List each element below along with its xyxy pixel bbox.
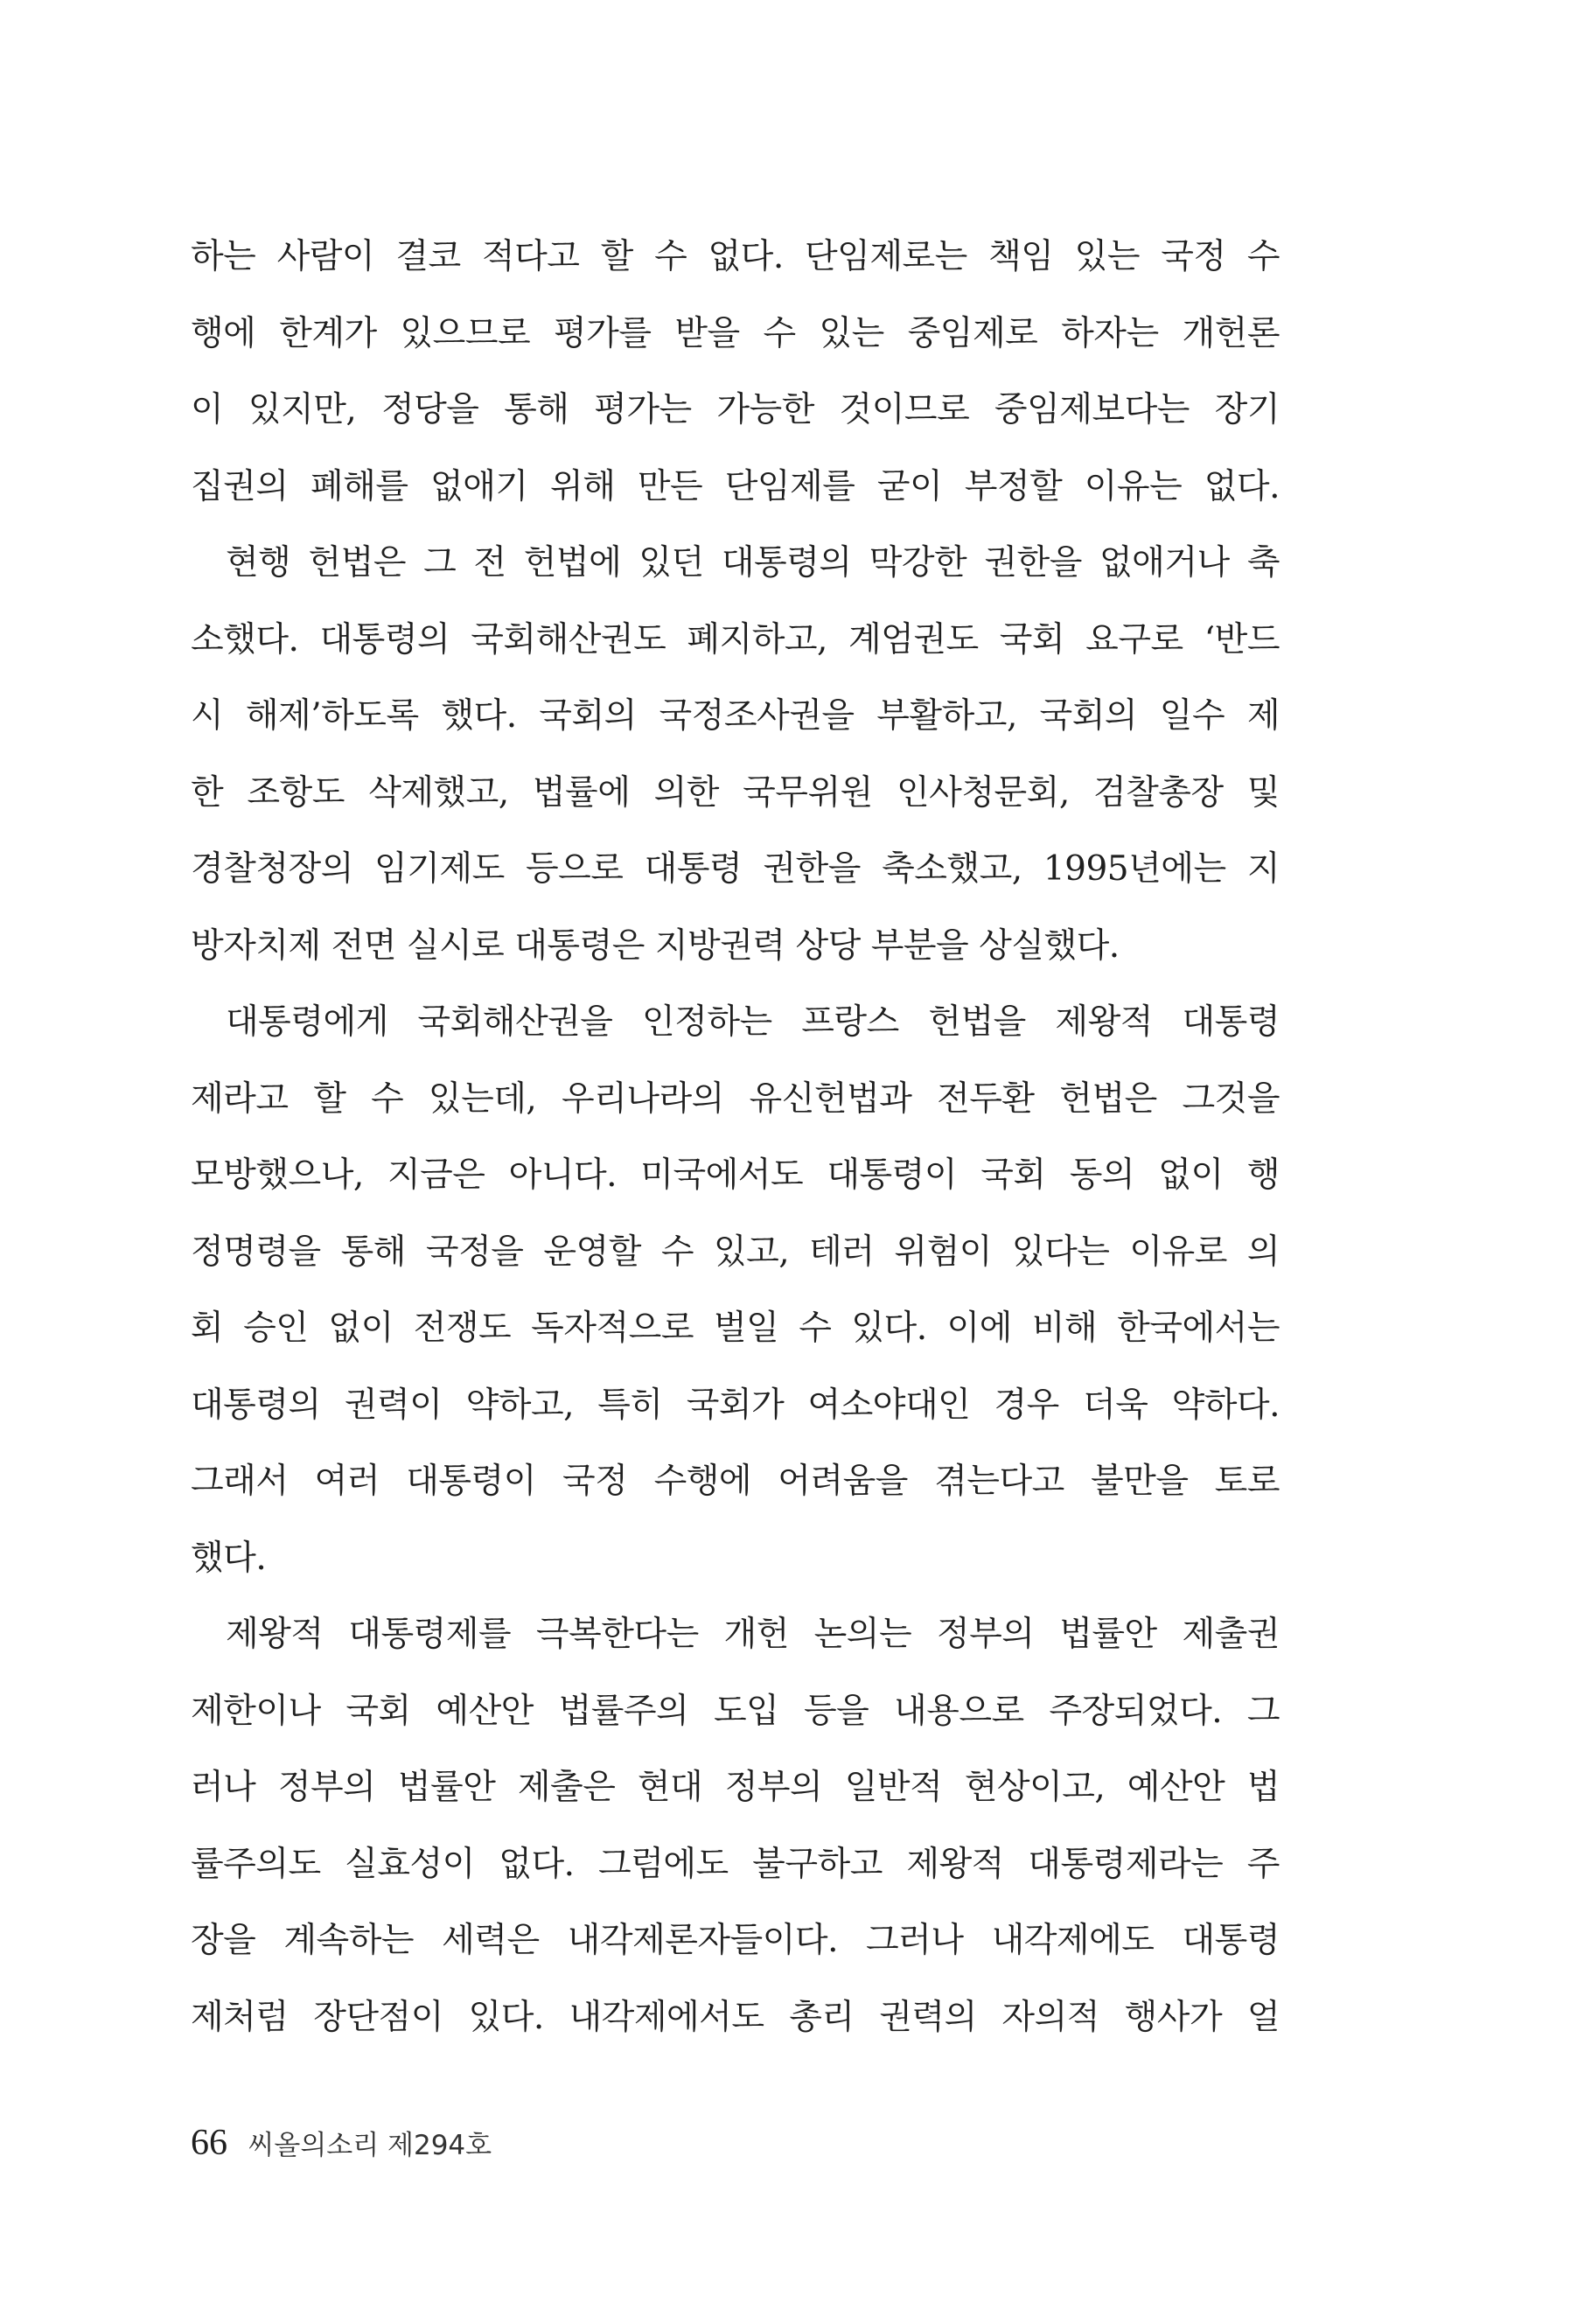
text-line: 모방했으나, 지금은 아니다. 미국에서도 대통령이 국회 동의 없이 행: [191, 1155, 1280, 1195]
text-line: 제처럼 장단점이 있다. 내각제에서도 총리 권력의 자의적 행사가 얼: [191, 1997, 1280, 2037]
page-footer: [191, 2121, 492, 2167]
text-line: 러나 정부의 법률안 제출은 현대 정부의 일반적 현상이고, 예산안 법: [191, 1768, 1280, 1807]
text-line: 제라고 할 수 있는데, 우리나라의 유신헌법과 전두환 헌법은 그것을: [191, 1078, 1280, 1119]
text-line: 대통령의 권력이 약하고, 특히 국회가 여소야대인 경우 더욱 약하다.: [191, 1385, 1280, 1425]
text-line: 경찰청장의 임기제도 등으로 대통령 권한을 축소했고, 1995년에는 지: [191, 849, 1280, 889]
paragraph-2: [191, 525, 1280, 984]
text-line: 그래서 여러 대통령이 국정 수행에 어려움을 겪는다고 불만을 토로: [191, 1462, 1280, 1501]
page-body: [191, 219, 1280, 2055]
text-line: 장을 계속하는 세력은 내각제론자들이다. 그러나 내각제에도 대통령: [191, 1921, 1280, 1960]
text-line: 제한이나 국회 예산안 법률주의 도입 등을 내용으로 주장되었다. 그: [191, 1691, 1280, 1731]
paragraph-4: [191, 1596, 1280, 2055]
paragraph-1: [191, 219, 1280, 525]
paragraph-3: [191, 984, 1280, 1596]
journal-title: 씨올의소리 제294호: [248, 2130, 492, 2161]
text-line: 행에 한계가 있으므로 평가를 받을 수 있는 중임제로 하자는 개헌론: [191, 313, 1280, 353]
text-line: 집권의 폐해를 없애기 위해 만든 단임제를 굳이 부정할 이유는 없다.: [191, 466, 1280, 506]
text-line: 하는 사람이 결코 적다고 할 수 없다. 단임제로는 책임 있는 국정 수: [191, 237, 1280, 276]
text-line: 이 있지만, 정당을 통해 평가는 가능한 것이므로 중임제보다는 장기: [191, 390, 1280, 429]
text-line: 제왕적 대통령제를 극복한다는 개헌 논의는 정부의 법률안 제출권: [226, 1615, 1280, 1654]
page-number: 66: [191, 2123, 227, 2163]
text-line: 한 조항도 삭제했고, 법률에 의한 국무위원 인사청문회, 검찰총장 및: [191, 772, 1280, 813]
text-line: 현행 헌법은 그 전 헌법에 있던 대통령의 막강한 권한을 없애거나 축: [226, 543, 1280, 583]
text-line: 시 해제’하도록 했다. 국회의 국정조사권을 부활하고, 국회의 일수 제: [191, 696, 1280, 736]
text-line: 대통령에게 국회해산권을 인정하는 프랑스 헌법을 제왕적 대통령: [226, 1002, 1280, 1042]
text-line: 회 승인 없이 전쟁도 독자적으로 벌일 수 있다. 이에 비해 한국에서는: [191, 1309, 1280, 1348]
text-line: 했다.: [191, 1538, 267, 1578]
text-line: 소했다. 대통령의 국회해산권도 폐지하고, 계엄권도 국회 요구로 ‘반드: [191, 619, 1280, 660]
text-line: 률주의도 실효성이 없다. 그럼에도 불구하고 제왕적 대통령제라는 주: [191, 1844, 1280, 1884]
text-line: 정명령을 통해 국정을 운영할 수 있고, 테러 위험이 있다는 이유로 의: [191, 1232, 1280, 1272]
text-line: 방자치제 전면 실시로 대통령은 지방권력 상당 부분을 상실했다.: [191, 925, 1120, 966]
